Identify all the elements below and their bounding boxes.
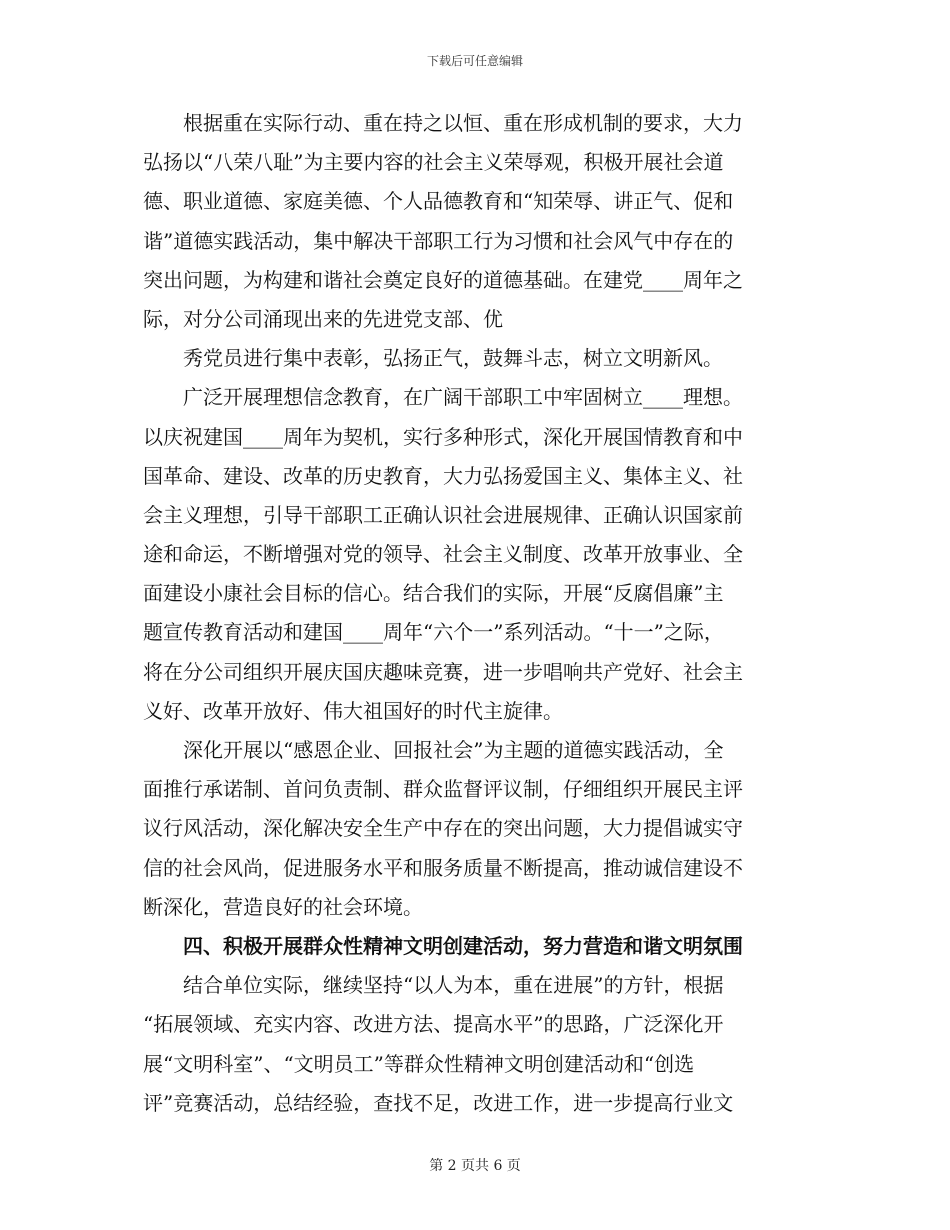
text-line: 突出问题，为构建和谐社会奠定良好的道德基础。在建党____周年之 [143,267,743,292]
text-line: 谐”道德实践活动，集中解决干部职工行为习惯和社会风气中存在的 [143,228,734,253]
text-line: 信的社会风尚，促进服务水平和服务质量不断提高，推动诚信建设不 [143,855,743,880]
text-line: 面推行承诺制、首问负责制、群众监督评议制，仔细组织开展民主评 [143,777,743,802]
text-line: 会主义理想，引导干部职工正确认识社会进展规律、正确认识国家前 [143,502,743,527]
text-line: 德、职业道德、家庭美德、个人品德教育和“知荣辱、讲正气、促和 [143,189,734,214]
text-line: 际，对分公司涌现出来的先进党支部、优 [143,306,503,331]
text-line: 议行风活动，深化解决安全生产中存在的突出问题，大力提倡诚实守 [143,816,743,841]
text-line: 秀党员进行集中表彰，弘扬正气，鼓舞斗志，树立文明新风。 [183,346,723,371]
text-line: 将在分公司组织开展庆国庆趣味竞赛，进一步唱响共产党好、社会主 [143,659,743,684]
text-line: 深化开展以“感恩企业、回报社会”为主题的道德实践活动，全 [183,738,724,762]
text-line: 义好、改革开放好、伟大祖国好的时代主旋律。 [143,698,563,723]
text-line: 国革命、建设、改革的历史教育，大力弘扬爱国主义、集体主义、社 [143,463,743,488]
text-line: 弘扬以“八荣八耻”为主要内容的社会主义荣辱观，积极开展社会道 [143,150,724,175]
text-line: 评”竞赛活动，总结经验，查找不足，改进工作，进一步提高行业文 [143,1090,734,1115]
page-number: 第 2 页共 6 页 [429,1158,521,1174]
text-line: 广泛开展理想信念教育，在广阔干部职工中牢固树立____理想。 [183,385,743,410]
document-body [143,104,803,1123]
text-line: 以庆祝建国____周年为契机，实行多种形式，深化开展国情教育和中 [143,424,743,449]
text-line: 途和命运，不断增强对党的领导、社会主义制度、改革开放事业、全 [143,542,743,567]
text-line: 题宣传教育活动和建国____周年“六个一”系列活动。“十一”之际， [143,620,724,645]
text-line: 面建设小康社会目标的信心。结合我们的实际，开展“反腐倡廉”主 [143,581,724,606]
page-header: 下载后可任意编辑 [426,54,523,68]
section-heading: 四、积极开展群众性精神文明创建活动，努力营造和谐文明氛围 [183,933,743,958]
text-line: 展“文明科室”、“文明员工”等群众性精神文明创建活动和“创选 [143,1051,695,1076]
text-line: “拓展领域、充实内容、改进方法、提高水平”的思路，广泛深化开 [143,1012,724,1037]
text-line: 断深化，营造良好的社会环境。 [143,894,423,919]
text-line: 根据重在实际行动、重在持之以恒、重在形成机制的要求，大力 [183,111,743,135]
text-line: 结合单位实际，继续坚持“以人为本，重在进展”的方针，根据 [183,973,724,998]
